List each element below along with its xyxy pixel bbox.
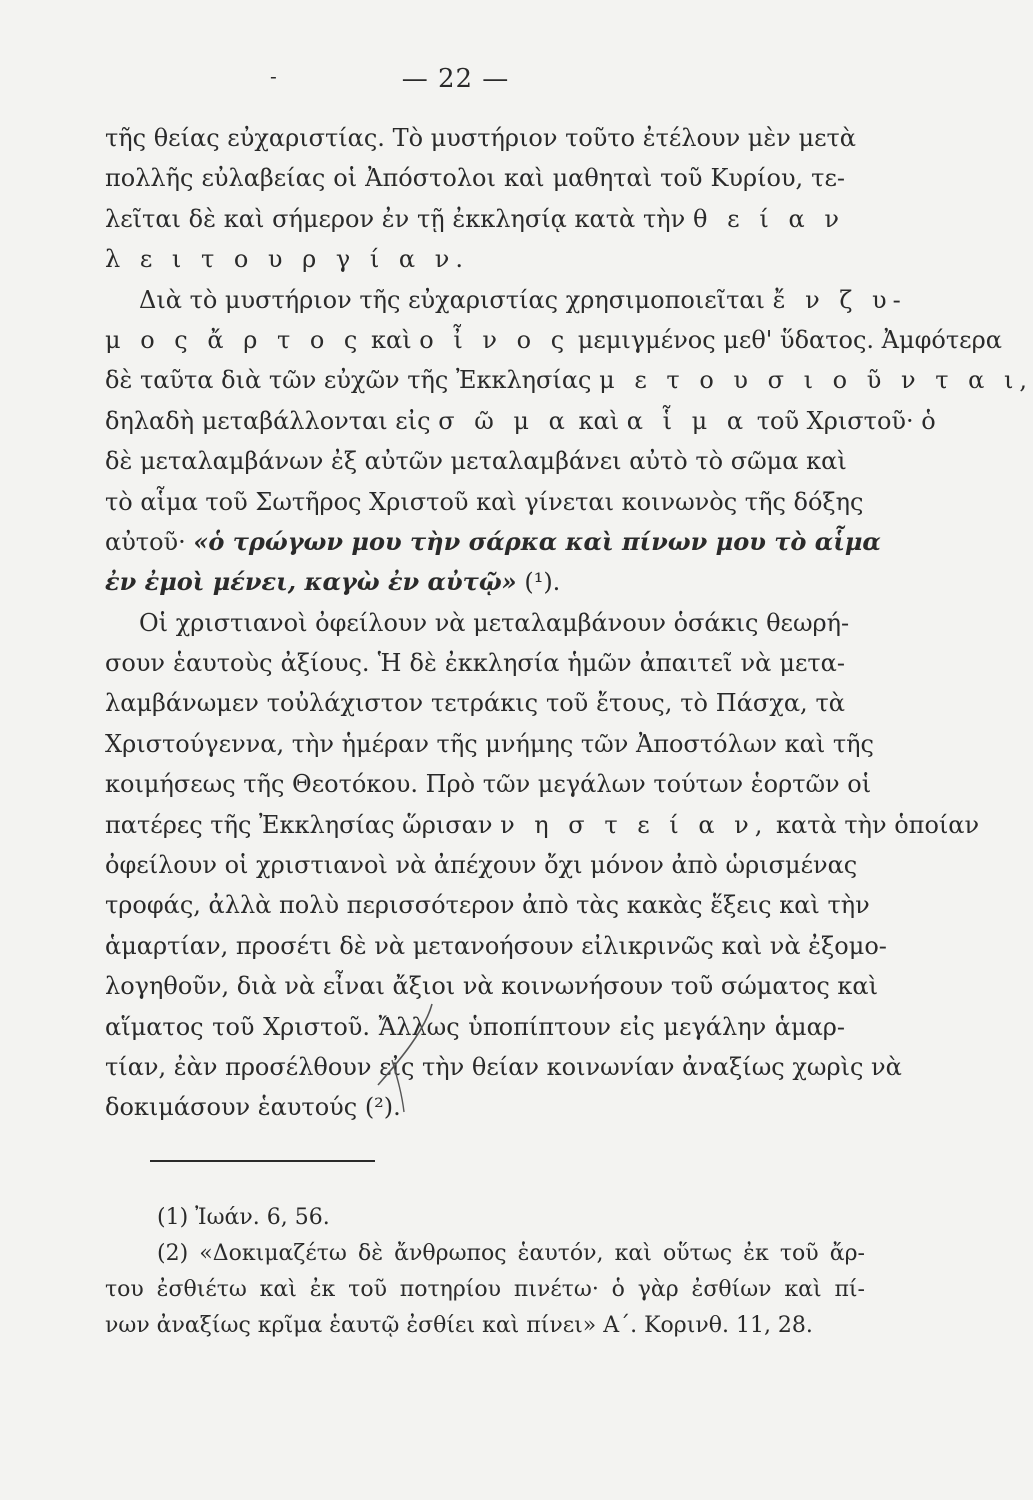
line-text: τροφάς, ἀλλὰ πολὺ περισσότερον ἀπὸ τὰς κακὰς ἕξεις καὶ τὴν — [105, 891, 870, 920]
footnote-continued — [105, 1308, 865, 1344]
line-text: τὸ αἷμα τοῦ Σωτῆρος Χριστοῦ καὶ γίνεται κοινωνὸς τῆς δόξης — [105, 487, 864, 516]
line-text: τῆς θείας εὐχαριστίας. Τὸ μυστήριον τοῦτο ἐτέλουν μὲν μετὰ — [105, 124, 857, 152]
line-text: δηλαδὴ μεταβάλλονται εἰς — [105, 406, 431, 435]
line-text: αὐτοῦ· — [105, 527, 186, 556]
line-text: ὀφείλουν οἱ χριστιανοὶ νὰ ἀπέχουν ὄχι μόνον ἀπὸ ὡρισμένας — [105, 851, 858, 880]
line-text: καὶ — [578, 406, 620, 435]
footnote-text: νων ἀναξίως κρῖμα ἑαυτῷ ἐσθίει καὶ πίνει» Α΄. Κορινθ. 11, 28. — [105, 1313, 813, 1338]
footnote — [105, 1200, 865, 1236]
text-line — [105, 562, 845, 602]
line-text: λεῖται δὲ καὶ σήμερον ἐν τῇ ἐκκλησίᾳ κατὰ τὴν — [105, 204, 686, 233]
line-text: δὲ ταῦτα διὰ τῶν εὐχῶν τῆς Ἐκκλησίας — [105, 366, 592, 395]
line-text: λαμβάνωμεν τοὐλάχιστον τετράκις τοῦ ἔτους, τὸ Πάσχα, τὰ — [105, 689, 845, 718]
footnote-ref: (¹). — [524, 568, 561, 597]
text-line — [105, 724, 874, 764]
text-line — [105, 401, 936, 441]
spaced-emphasis: μ ο ς ἄ ρ τ ο ς — [105, 325, 364, 354]
footnote-text: του ἐσθιέτω καὶ ἐκ τοῦ ποτηρίου πινέτω· ὁ γὰρ ἐσθίων καὶ πί- — [105, 1277, 865, 1302]
line-text: τοῦ Χριστοῦ· ὁ — [756, 406, 936, 435]
spaced-emphasis: ν η σ τ ε ί α ν, — [500, 810, 769, 839]
text-line — [105, 683, 845, 723]
text-line — [105, 280, 907, 320]
text-line — [105, 926, 887, 966]
text-line — [105, 845, 858, 885]
quotation: ἐν ἐμοὶ μένει, καγὼ ἐν αὐτῷ» — [105, 567, 517, 597]
text-line — [105, 320, 1002, 360]
text-line — [105, 1047, 902, 1087]
line-text: κατὰ τὴν ὁποίαν — [776, 810, 980, 839]
text-line — [105, 118, 857, 158]
text-line — [105, 966, 879, 1006]
text-line — [105, 603, 850, 643]
footnote-divider — [150, 1160, 375, 1162]
line-text: λογηθοῦν, διὰ νὰ εἶναι ἄξιοι νὰ κοινωνήσουν τοῦ σώματος καὶ — [105, 972, 879, 1001]
text-line — [105, 805, 980, 845]
line-text: σουν ἑαυτοὺς ἀξίους. Ἡ δὲ ἐκκλησία ἡμῶν ἀπαιτεῖ νὰ μετα- — [105, 649, 845, 678]
line-text: κοιμήσεως τῆς Θεοτόκου. Πρὸ τῶν μεγάλων τούτων ἑορτῶν οἱ — [105, 770, 872, 799]
text-line — [105, 522, 881, 562]
line-text: πολλῆς εὐλαβείας οἱ Ἀπόστολοι καὶ μαθηταὶ τοῦ Κυρίου, τε- — [105, 164, 845, 193]
footnote-text: (1) Ἰωάν. 6, 56. — [157, 1205, 330, 1230]
spaced-emphasis: λ ε ι τ ο υ ρ γ ί α ν. — [105, 245, 469, 274]
line-text: Οἱ χριστιανοὶ ὀφείλουν νὰ μεταλαμβάνουν ὁσάκις θεωρή- — [139, 608, 850, 637]
spaced-emphasis: σ ῶ μ α — [438, 406, 571, 435]
spaced-emphasis: θ ε ί α ν — [692, 204, 845, 233]
text-line — [105, 199, 845, 239]
page-number — [0, 64, 911, 94]
text-line — [105, 643, 845, 683]
text-line — [105, 158, 845, 198]
text-line — [105, 1087, 845, 1127]
page-mark: - — [270, 64, 278, 88]
footnote-continued — [105, 1272, 865, 1308]
footnote — [105, 1236, 865, 1272]
text-line — [105, 360, 1033, 400]
body-text — [105, 118, 1033, 1128]
line-text: αἵματος τοῦ Χριστοῦ. Ἄλλως ὑποπίπτουν εἰς μεγάλην ἁμαρ- — [105, 1012, 845, 1041]
line-text: δοκιμάσουν ἑαυτούς (²). — [105, 1093, 401, 1122]
line-text: Διὰ τὸ μυστήριον τῆς εὐχαριστίας χρησιμοποιεῖται — [139, 285, 765, 314]
line-text: μεμιγμένος μεθ' ὕδατος. Ἀμφότερα — [577, 325, 1002, 354]
line-text: δὲ μεταλαμβάνων ἐξ αὐτῶν μεταλαμβάνει αὐτὸ τὸ σῶμα καὶ — [105, 447, 847, 476]
line-text: ἁμαρτίαν, προσέτι δὲ νὰ μετανοήσουν εἰλικρινῶς καὶ νὰ ἐξομο- — [105, 931, 887, 960]
page-number-text: — 22 — — [401, 64, 510, 94]
text-line — [105, 441, 845, 481]
text-line — [105, 482, 864, 522]
text-line — [105, 764, 872, 804]
pen-mark-icon — [370, 1000, 450, 1120]
line-text: καὶ — [371, 325, 412, 354]
spaced-emphasis: μ ε τ ο υ σ ι ο ῦ ν τ α ι, — [599, 366, 1033, 395]
line-text: Χριστούγεννα, τὴν ἡμέραν τῆς μνήμης τῶν Ἀποστόλων καὶ τῆς — [105, 729, 874, 758]
line-text: πατέρες τῆς Ἐκκλησίας ὥρισαν — [105, 810, 493, 839]
text-line — [105, 1007, 845, 1047]
footnotes — [105, 1200, 865, 1344]
spaced-emphasis: ἔ ν ζ υ- — [772, 285, 907, 314]
spaced-emphasis: ο ἶ ν ο ς — [419, 325, 571, 354]
text-line — [105, 885, 870, 925]
line-text: τίαν, ἐὰν προσέλθουν εἰς τὴν θείαν κοινωνίαν ἀναξίως χωρὶς νὰ — [105, 1052, 902, 1081]
quotation: «ὁ τρώγων μου τὴν σάρκα καὶ πίνων μου τὸ αἷμα — [193, 526, 881, 556]
text-line — [105, 239, 845, 279]
footnote-text: (2) «Δοκιμαζέτω δὲ ἄνθρωπος ἑαυτόν, καὶ οὕτως ἐκ τοῦ ἄρ- — [157, 1241, 865, 1266]
spaced-emphasis: α ἷ μ α — [626, 406, 750, 435]
